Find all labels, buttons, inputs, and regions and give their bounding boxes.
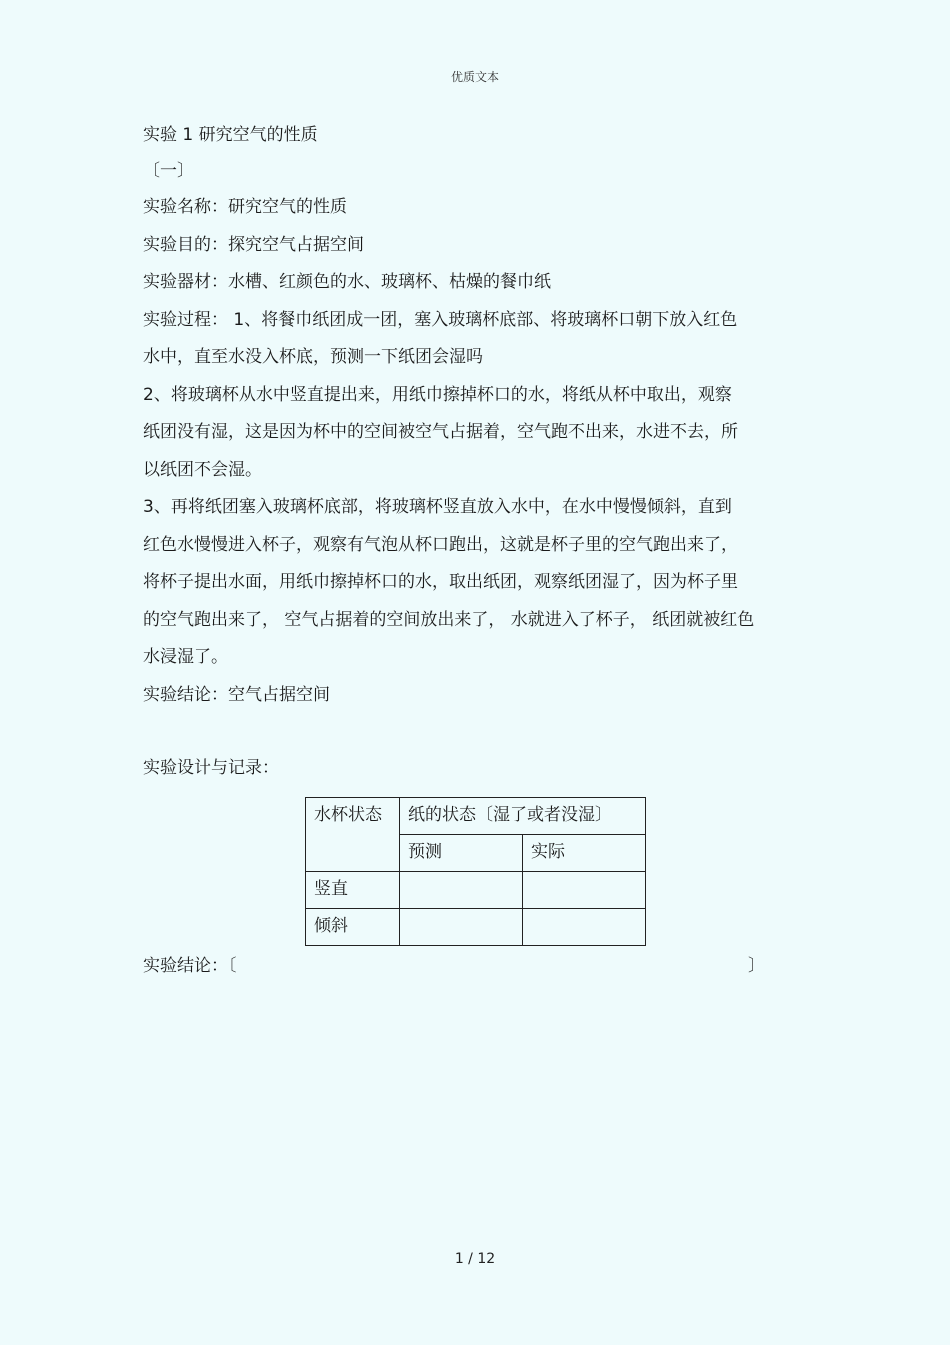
text-line: 实验名称：研究空气的性质 — [143, 197, 347, 217]
text-line: 纸团没有湿，这是因为杯中的空间被空气占据着，空气跑不出来，水进不去，所 — [143, 422, 738, 442]
row-label: 竖直 — [306, 872, 400, 909]
page-header: 优质文本 — [450, 70, 499, 84]
row-label: 倾斜 — [306, 909, 400, 946]
text-line: 实验过程： 1、将餐巾纸团成一团，塞入玻璃杯底部、将玻璃杯口朝下放入红色 — [143, 309, 738, 330]
text-line: 将杯子提出水面，用纸巾擦掉杯口的水，取出纸团，观察纸团湿了，因为杯子里 — [143, 572, 738, 592]
actual-cell[interactable] — [523, 909, 646, 946]
record-table-wrap — [305, 797, 823, 946]
table-header-predict: 预测 — [400, 835, 523, 872]
actual-cell[interactable] — [523, 872, 646, 909]
predict-cell[interactable] — [400, 872, 523, 909]
text-line: 红色水慢慢进入杯子，观察有气泡从杯口跑出，这就是杯子里的空气跑出来了， — [143, 534, 738, 555]
record-table — [305, 797, 646, 946]
document-body — [143, 124, 823, 985]
conclusion-line — [143, 955, 823, 985]
text-line: 实验结论：空气占据空间 — [143, 684, 330, 705]
table-row — [306, 872, 646, 909]
table-header-paper-state: 纸的状态〔湿了或者没湿〕 — [400, 798, 646, 835]
design-label: 实验设计与记录： — [143, 758, 279, 778]
page-number: 1 / 12 — [454, 1251, 496, 1267]
conclusion-label: 实验结论：〔 — [143, 956, 237, 976]
text-line: 实验器材：水槽、红颜色的水、玻璃杯、枯燥的餐巾纸 — [143, 272, 551, 292]
text-line: 水浸湿了。 — [143, 647, 228, 667]
table-header-actual: 实际 — [523, 835, 646, 872]
table-row — [306, 909, 646, 946]
text-line: 实验目的：探究空气占据空间 — [143, 234, 364, 255]
conclusion-close-bracket: 〕 — [748, 956, 765, 976]
text-line: 以纸团不会湿。 — [143, 459, 262, 480]
text-line: 水中，直至水没入杯底，预测一下纸团会湿吗 — [143, 347, 483, 367]
predict-cell[interactable] — [400, 909, 523, 946]
text-line: 的空气跑出来了， 空气占据着的空间放出来了， 水就进入了杯子， 纸团就被红色 — [143, 609, 755, 630]
table-header-cup-state: 水杯状态 — [306, 798, 400, 872]
experiment-title: 实验 1 研究空气的性质 — [143, 125, 318, 145]
section-marker: 〔一〕 — [143, 161, 194, 181]
text-line: 3、再将纸团塞入玻璃杯底部，将玻璃杯竖直放入水中，在水中慢慢倾斜，直到 — [143, 497, 732, 517]
text-line: 2、将玻璃杯从水中竖直提出来，用纸巾擦掉杯口的水，将纸从杯中取出，观察 — [143, 384, 732, 405]
